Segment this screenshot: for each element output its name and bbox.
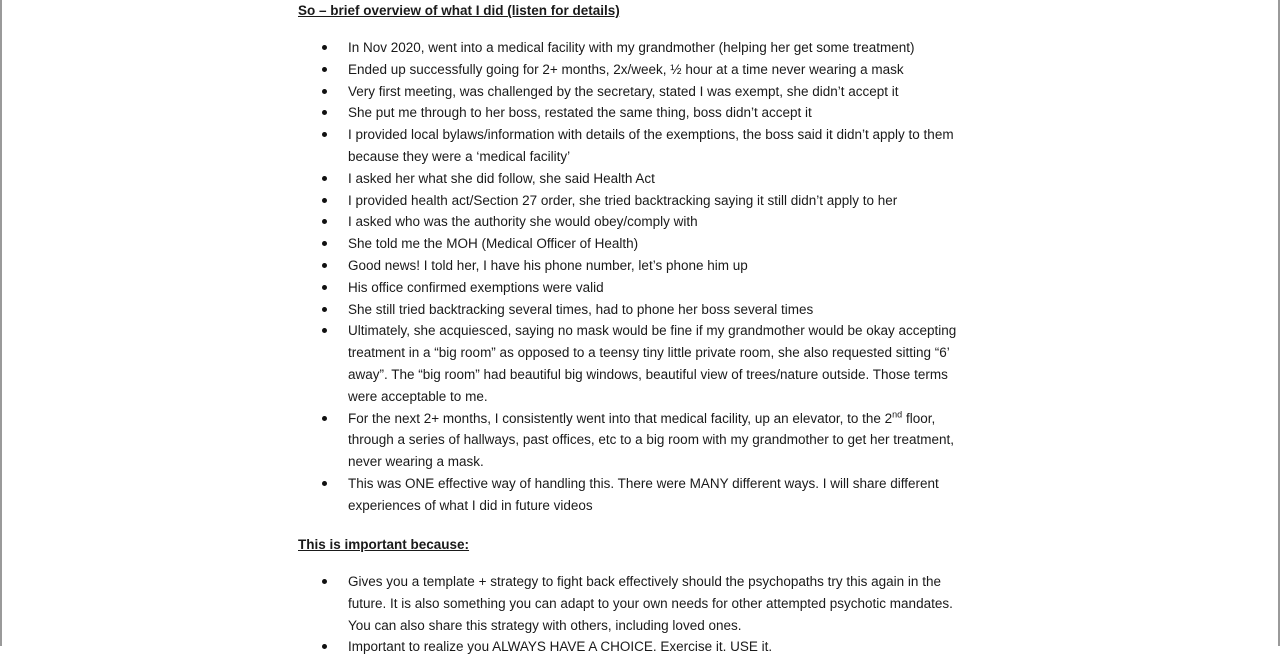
bullet-icon <box>322 285 327 290</box>
bullet-icon <box>322 481 327 486</box>
list-item <box>298 636 958 658</box>
list-item <box>298 37 958 59</box>
list-item <box>298 81 958 103</box>
list-item <box>298 190 958 212</box>
bullet-icon <box>322 579 327 584</box>
bullet-icon <box>322 328 327 333</box>
bullet-text: Good news! I told her, I have his phone number, let’s phone him up <box>348 257 748 273</box>
list-item <box>298 299 958 321</box>
list-item <box>298 59 958 81</box>
list-item <box>298 571 958 636</box>
bullet-icon <box>322 110 327 115</box>
bullet-icon <box>322 307 327 312</box>
ordinal-superscript: nd <box>892 409 903 420</box>
bullet-text-part1: For the next 2+ months, I consistently went into that medical facility, up an elevator, to the 2 <box>348 410 893 426</box>
bullet-text: Very first meeting, was challenged by the secretary, stated I was exempt, she didn’t accept it <box>348 83 899 99</box>
bullet-text: She told me the MOH (Medical Officer of Health) <box>348 236 639 252</box>
bullet-icon <box>322 241 327 246</box>
bullet-text: Gives you a template + strategy to fight back effectively should the psychopaths try this again in the future. It is also something you can adapt to your own needs for other attempted psychotic mandates. You can also share this strategy with others, including loved ones. <box>348 574 953 633</box>
bullet-icon <box>322 219 327 224</box>
importance-bullet-list <box>298 571 958 658</box>
bullet-text: Important to realize you ALWAYS HAVE A CHOICE. Exercise it. USE it. <box>348 639 773 655</box>
section-heading-overview: So – brief overview of what I did (listen for details) <box>298 3 620 18</box>
bullet-icon <box>322 67 327 72</box>
list-item <box>298 124 958 168</box>
bullet-icon <box>322 263 327 268</box>
overview-bullet-list <box>298 37 958 517</box>
bullet-icon <box>322 644 327 649</box>
bullet-text: In Nov 2020, went into a medical facility with my grandmother (helping her get some treatment) <box>348 40 915 55</box>
list-item <box>298 168 958 190</box>
list-item <box>298 233 958 255</box>
bullet-icon <box>322 198 327 203</box>
frame-border-left <box>0 0 2 646</box>
section-heading-importance: This is important because: <box>298 537 470 552</box>
bullet-icon <box>322 416 327 421</box>
bullet-text: I asked who was the authority she would obey/comply with <box>348 214 698 230</box>
bullet-icon <box>322 132 327 137</box>
list-item <box>298 102 958 124</box>
bullet-text: I provided health act/Section 27 order, she tried backtracking saying it still didn’t apply to her <box>348 192 898 208</box>
list-item <box>298 255 958 277</box>
bullet-icon <box>322 89 327 94</box>
bullet-text: This was ONE effective way of handling this. There were MANY different ways. I will share different experiences of what I did in future videos <box>348 475 939 513</box>
list-item <box>298 211 958 233</box>
list-item <box>298 473 958 517</box>
bullet-text: She still tried backtracking several times, had to phone her boss several times <box>348 301 814 317</box>
bullet-icon <box>322 176 327 181</box>
bullet-text: Ended up successfully going for 2+ months, 2x/week, ½ hour at a time never wearing a mask <box>348 61 904 77</box>
bullet-text: I provided local bylaws/information with details of the exemptions, the boss said it didn’t apply to them because they were a ‘medical facility’ <box>348 127 954 164</box>
bullet-text: She put me through to her boss, restated the same thing, boss didn’t accept it <box>348 105 812 121</box>
bullet-text: His office confirmed exemptions were valid <box>348 279 604 295</box>
list-item <box>298 277 958 299</box>
bullet-text-part2: floor, through a series of hallways, past offices, etc to a big room with my grandmother to get her treatment, never wearing a mask. <box>348 410 955 470</box>
bullet-text: I asked her what she did follow, she said Health Act <box>348 170 655 186</box>
bullet-icon <box>322 45 327 50</box>
document-page <box>268 0 988 655</box>
list-item <box>298 320 958 407</box>
bullet-text: Ultimately, she acquiesced, saying no mask would be fine if my grandmother would be okay accepting treatment in a “big room” as opposed to a teensy tiny little private room, she also requested sitting “6’ away”. The “big room” had beautiful big windows, beautiful view of trees/nature outside. Those terms were acceptable to me. <box>348 323 957 404</box>
list-item <box>298 408 958 473</box>
